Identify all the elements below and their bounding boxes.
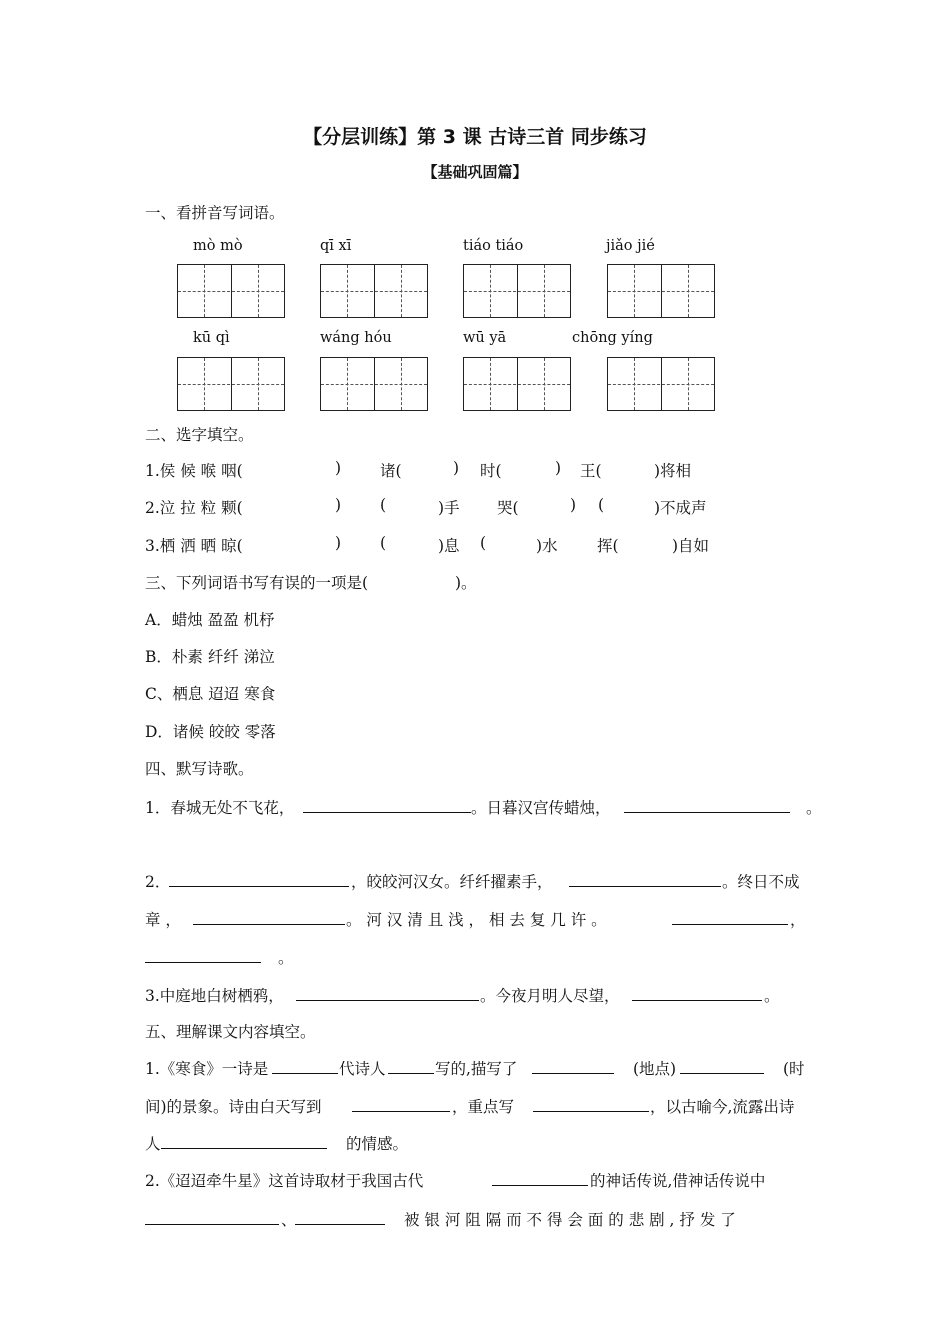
choice-row-2-d: )手 bbox=[438, 499, 460, 517]
comp-q1-text-2: 代诗人 bbox=[339, 1060, 386, 1078]
comp-q2-text-2: 的神话传说,借神话传说中 bbox=[590, 1172, 766, 1190]
choice-row-2-a: 2.泣 拉 粒 颗( bbox=[145, 499, 243, 517]
pinyin-5: kū qì bbox=[193, 330, 230, 346]
comp-q1-text-3: 写的,描写了 bbox=[435, 1060, 518, 1078]
poem-q1-blank-1[interactable] bbox=[303, 796, 471, 813]
poem-q2-blank-4[interactable] bbox=[672, 908, 788, 925]
pinyin-2: qī xī bbox=[320, 238, 352, 254]
comp-q1-text-7: ，重点写 bbox=[452, 1098, 515, 1116]
choice-row-1-e: 时( bbox=[480, 462, 502, 480]
poem-q1-blank-2[interactable] bbox=[624, 796, 790, 813]
choice-row-3-b: ) bbox=[335, 534, 342, 552]
comp-q2-blank-3[interactable] bbox=[295, 1208, 385, 1225]
section-3-heading: 三、下列词语书写有误的一项是( bbox=[145, 574, 369, 592]
comp-q1-text-10: 的情感。 bbox=[346, 1135, 409, 1153]
comp-q1-blank-4[interactable] bbox=[680, 1057, 764, 1074]
comp-q2-blank-1[interactable] bbox=[492, 1169, 588, 1186]
poem-q2-text-2: 。终日不成 bbox=[722, 873, 800, 891]
choice-row-2-b: ) bbox=[335, 496, 342, 514]
pinyin-8: chōng yíng bbox=[572, 330, 653, 346]
pinyin-1: mò mò bbox=[193, 238, 243, 254]
choice-row-3-d: )息 bbox=[438, 537, 460, 555]
poem-q2-text-3: 章 ， bbox=[145, 911, 181, 929]
section-1-heading: 一、看拼音写词语。 bbox=[145, 204, 285, 222]
choice-row-3-g: 挥( bbox=[597, 537, 619, 555]
comp-q1-text-5: (时 bbox=[783, 1060, 805, 1078]
option-c[interactable]: C、栖息 迢迢 寒食 bbox=[145, 685, 276, 703]
poem-q2-blank-2[interactable] bbox=[569, 870, 721, 887]
writing-grid-2[interactable] bbox=[320, 264, 428, 318]
choice-row-1-d: ) bbox=[453, 459, 460, 477]
writing-grid-3[interactable] bbox=[463, 264, 571, 318]
comp-q2-blank-2[interactable] bbox=[145, 1208, 279, 1225]
writing-grid-7[interactable] bbox=[463, 357, 571, 411]
choice-row-2-f: ) bbox=[570, 496, 577, 514]
poem-q2-text-1: ，皎皎河汉女。纤纤擢素手， bbox=[351, 873, 553, 891]
section-5-heading: 五、理解课文内容填空。 bbox=[145, 1023, 316, 1041]
poem-q3-middle: 。今夜月明人尽望， bbox=[480, 987, 620, 1005]
poem-q3-blank-2[interactable] bbox=[632, 984, 762, 1001]
choice-row-1-g: 王( bbox=[580, 462, 602, 480]
comp-q1-text-1: 1.《寒食》一诗是 bbox=[145, 1060, 269, 1078]
pinyin-7: wū yā bbox=[463, 330, 507, 346]
poem-q2-blank-5[interactable] bbox=[145, 946, 261, 963]
section-4-heading: 四、默写诗歌。 bbox=[145, 760, 254, 778]
poem-q2-blank-3[interactable] bbox=[193, 908, 345, 925]
poem-q1-end: 。 bbox=[806, 799, 822, 817]
poem-q2-blank-1[interactable] bbox=[169, 870, 349, 887]
poem-q2-text-5: ， bbox=[790, 911, 806, 929]
poem-q2-number: 2． bbox=[145, 873, 171, 891]
choice-row-1-f: ) bbox=[555, 459, 562, 477]
comp-q1-text-9: 人 bbox=[145, 1135, 161, 1153]
option-a[interactable]: A．蜡烛 盈盈 机杼 bbox=[145, 611, 275, 629]
comp-q1-blank-5[interactable] bbox=[352, 1095, 450, 1112]
page-title: 【分层训练】第 3 课 古诗三首 同步练习 bbox=[303, 126, 647, 148]
comp-q1-text-8: ，以古喻今,流露出诗 bbox=[650, 1098, 795, 1116]
pinyin-6: wáng hóu bbox=[320, 330, 392, 346]
choice-row-1-a: 1.侯 候 喉 咽( bbox=[145, 462, 243, 480]
comp-q2-text-1: 2.《迢迢牵牛星》这首诗取材于我国古代 bbox=[145, 1172, 424, 1190]
comp-q1-blank-6[interactable] bbox=[533, 1095, 649, 1112]
section-3-heading-end: )。 bbox=[455, 574, 477, 592]
choice-row-2-g: ( bbox=[598, 496, 605, 514]
pinyin-4: jiǎo jié bbox=[606, 238, 655, 254]
section-subtitle: 【基础巩固篇】 bbox=[422, 163, 528, 181]
writing-grid-6[interactable] bbox=[320, 357, 428, 411]
choice-row-1-c: 诸( bbox=[380, 462, 402, 480]
comp-q1-text-4: (地点) bbox=[633, 1060, 677, 1078]
comp-q2-text-3: 、 bbox=[281, 1211, 297, 1229]
poem-q3-blank-1[interactable] bbox=[296, 984, 479, 1001]
comp-q1-blank-3[interactable] bbox=[532, 1057, 614, 1074]
comp-q1-text-6: 间)的景象。诗由白天写到 bbox=[145, 1098, 322, 1116]
choice-row-1-h: )将相 bbox=[654, 462, 692, 480]
writing-grid-8[interactable] bbox=[607, 357, 715, 411]
pinyin-3: tiáo tiáo bbox=[463, 238, 524, 254]
comp-q1-blank-7[interactable] bbox=[161, 1132, 327, 1149]
choice-row-1-b: ) bbox=[335, 459, 342, 477]
comp-q1-blank-1[interactable] bbox=[272, 1057, 338, 1074]
poem-q1-middle: 。日暮汉宫传蜡烛， bbox=[471, 799, 611, 817]
poem-q1-start: 1．春城无处不飞花， bbox=[145, 799, 295, 817]
comp-q2-text-4: 被 银 河 阻 隔 而 不 得 会 面 的 悲 剧 , 抒 发 了 bbox=[404, 1211, 736, 1229]
poem-q3-end: 。 bbox=[764, 987, 780, 1005]
poem-q3-start: 3.中庭地白树栖鸦， bbox=[145, 987, 284, 1005]
choice-row-3-c: ( bbox=[380, 534, 387, 552]
section-2-heading: 二、选字填空。 bbox=[145, 426, 254, 444]
choice-row-2-c: ( bbox=[380, 496, 387, 514]
poem-q2-text-4: 。 河 汉 清 且 浅 ， 相 去 复 几 许 。 bbox=[346, 911, 607, 929]
option-b[interactable]: B．朴素 纤纤 涕泣 bbox=[145, 648, 275, 666]
choice-row-3-h: )自如 bbox=[672, 537, 710, 555]
choice-row-2-h: )不成声 bbox=[654, 499, 707, 517]
option-d[interactable]: D．诸候 皎皎 零落 bbox=[145, 723, 276, 741]
writing-grid-1[interactable] bbox=[177, 264, 285, 318]
comp-q1-blank-2[interactable] bbox=[388, 1057, 434, 1074]
writing-grid-5[interactable] bbox=[177, 357, 285, 411]
choice-row-3-f: )水 bbox=[536, 537, 558, 555]
choice-row-3-a: 3.栖 洒 晒 晾( bbox=[145, 537, 243, 555]
writing-grid-4[interactable] bbox=[607, 264, 715, 318]
poem-q2-end: 。 bbox=[278, 949, 294, 967]
choice-row-2-e: 哭( bbox=[497, 499, 519, 517]
choice-row-3-e: ( bbox=[480, 534, 487, 552]
